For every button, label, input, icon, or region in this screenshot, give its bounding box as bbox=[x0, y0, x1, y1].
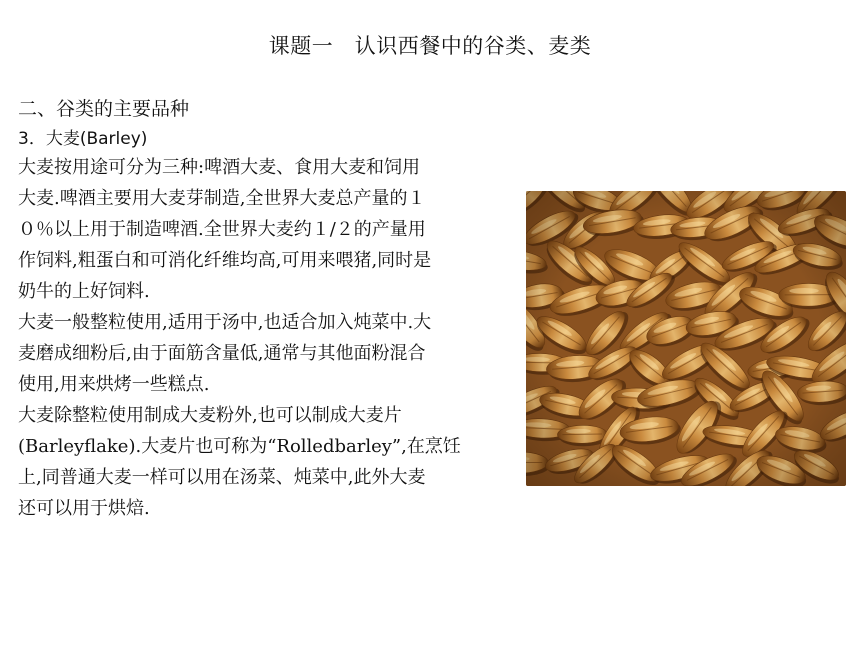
section-heading: 二、谷类的主要品种 bbox=[18, 98, 190, 120]
body-line-4: 作饲料,粗蛋白和可消化纤维均高,可用来喂猪,同时是 bbox=[18, 250, 432, 271]
body-line-7: 麦磨成细粉后,由于面筋含量低,通常与其他面粉混合 bbox=[18, 343, 426, 364]
body-line-8: 使用,用来烘烤一些糕点. bbox=[18, 374, 210, 395]
body-line-9: 大麦除整粒使用制成大麦粉外,也可以制成大麦片 bbox=[18, 405, 402, 426]
body-line-12: 还可以用于烘焙. bbox=[18, 498, 150, 519]
subheading: 3．大麦(Barley) bbox=[18, 129, 148, 149]
body-line-2: 大麦.啤酒主要用大麦芽制造,全世界大麦总产量的１ bbox=[18, 188, 426, 209]
body-line-5: 奶牛的上好饲料. bbox=[18, 281, 150, 302]
body-line-11: 上,同普通大麦一样可以用在汤菜、炖菜中,此外大麦 bbox=[18, 467, 426, 488]
body-line-1: 大麦按用途可分为三种:啤酒大麦、食用大麦和饲用 bbox=[18, 157, 421, 178]
barley-grains-photo bbox=[526, 191, 846, 486]
barley-grains-illustration bbox=[526, 191, 846, 486]
photo-vignette bbox=[526, 191, 846, 486]
body-line-10: (Barleyflake).大麦片也可称为“Rolledbarley”,在烹饪 bbox=[18, 436, 461, 457]
body-line-6: 大麦一般整粒使用,适用于汤中,也适合加入炖菜中.大 bbox=[18, 312, 432, 333]
text-content bbox=[18, 92, 512, 524]
body-line-3: ０％以上用于制造啤酒.全世界大麦约１/２的产量用 bbox=[18, 219, 426, 240]
slide-title: 课题一 认识西餐中的谷类、麦类 bbox=[268, 34, 592, 58]
